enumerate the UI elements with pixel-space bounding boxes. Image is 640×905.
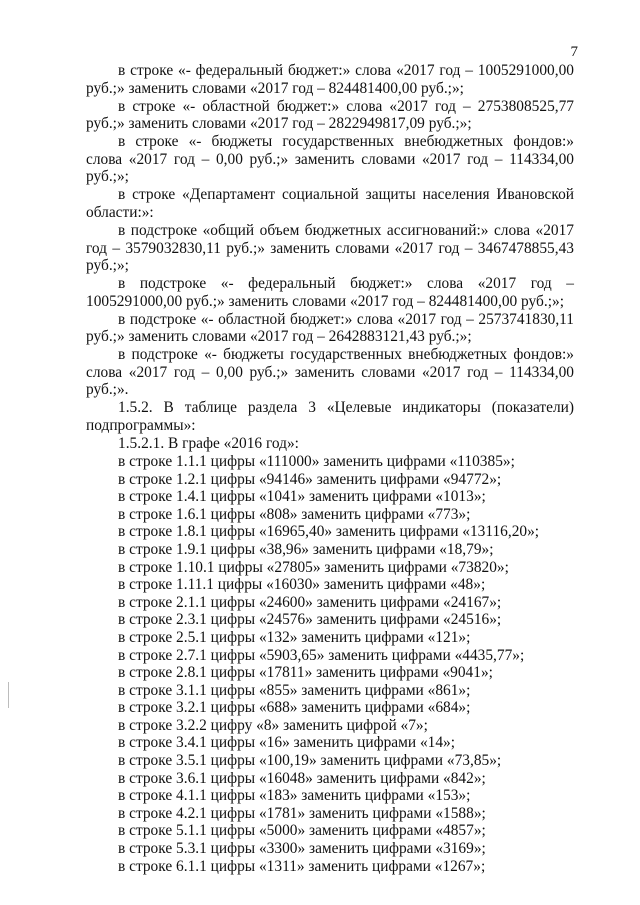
list-item: в строке 3.2.1 цифры «688» заменить цифрами «684»; (118, 699, 471, 717)
list-item: в строке 2.7.1 цифры «5903,65» заменить цифрами «4435,77»; (118, 646, 525, 664)
page-number: 7 (570, 44, 578, 60)
paragraph: в строке «- федеральный бюджет:» слова «2017 год – 1005291000,00 руб.;» заменить словами «2017 год – 824481400,00 руб.;»; (86, 62, 574, 97)
list-item: в строке 2.1.1 цифры «24600» заменить цифрами «24167»; (118, 593, 502, 611)
document-body (86, 62, 574, 875)
list-item: в строке 1.1.1 цифры «111000» заменить цифрами «110385»; (118, 452, 515, 470)
list-item: в строке 5.3.1 цифры «3300» заменить цифрами «3169»; (118, 840, 486, 858)
list-item: в строке 4.2.1 цифры «1781» заменить цифрами «1588»; (118, 804, 486, 822)
paragraph: в подстроке «- бюджеты государственных внебюджетных фондов:» слова «2017 год – 0,00 руб.;» заменить словами «2017 год – 114334,00 руб.;». (86, 346, 574, 399)
list-item: в строке 2.5.1 цифры «132» заменить цифрами «121»; (118, 628, 471, 646)
list-item: в строке 2.8.1 цифры «17811» заменить цифрами «9041»; (118, 664, 493, 682)
list-item: в строке 3.6.1 цифры «16048» заменить цифрами «842»; (118, 769, 486, 787)
paragraph: в строке «Департамент социальной защиты населения Ивановской области:»: (86, 186, 574, 221)
paragraph: в строке «- бюджеты государственных внебюджетных фондов:» слова «2017 год – 0,00 руб.;» заменить словами «2017 год – 114334,00 руб.;»; (86, 133, 574, 186)
list-item: в строке 3.4.1 цифры «16» заменить цифрами «14»; (118, 734, 456, 752)
paragraph: в строке «- областной бюджет:» слова «2017 год – 2753808525,77 руб.;» заменить словами «2017 год – 2822949817,09 руб.;»; (86, 97, 574, 133)
list-item: в строке 1.6.1 цифры «808» заменить цифрами «773»; (118, 505, 471, 523)
paragraph: в подстроке «- федеральный бюджет:» слова «2017 год – 1005291000,00 руб.;» заменить словами «2017 год – 824481400,00 руб.;»; (86, 275, 574, 310)
list-item: в строке 3.5.1 цифры «100,19» заменить цифрами «73,85»; (118, 752, 502, 770)
paragraph: 1.5.2.1. В графе «2016 год»: (118, 434, 299, 452)
list-item: в строке 1.11.1 цифры «16030» заменить цифрами «48»; (118, 576, 486, 594)
amendment-list (86, 453, 574, 875)
list-item: в строке 6.1.1 цифры «1311» заменить цифрами «1267»; (118, 857, 486, 875)
list-item: в строке 4.1.1 цифры «183» заменить цифрами «153»; (118, 787, 471, 805)
list-item: в строке 1.4.1 цифры «1041» заменить цифрами «1013»; (118, 488, 486, 506)
list-item: в строке 1.9.1 цифры «38,96» заменить цифрами «18,79»; (118, 540, 494, 558)
list-item: в строке 1.8.1 цифры «16965,40» заменить цифрами «13116,20»; (118, 523, 540, 541)
paragraph: в подстроке «- областной бюджет:» слова «2017 год – 2573741830,11 руб.;» заменить словами «2017 год – 2642883121,43 руб.;»; (86, 310, 574, 346)
list-item: в строке 1.2.1 цифры «94146» заменить цифрами «94772»; (118, 470, 502, 488)
list-item: в строке 3.2.2 цифру «8» заменить цифрой «7»; (118, 716, 428, 734)
paragraphs (86, 62, 574, 453)
paragraph: в подстроке «общий объем бюджетных ассигнований:» слова «2017 год – 3579032830,11 руб.;» заменить словами «2017 год – 3467478855,43 руб.;»; (86, 221, 574, 275)
list-item: в строке 1.10.1 цифры «27805» заменить цифрами «73820»; (118, 558, 509, 576)
list-item: в строке 5.1.1 цифры «5000» заменить цифрами «4857»; (118, 822, 486, 840)
paragraph: 1.5.2. В таблице раздела 3 «Целевые индикаторы (показатели) подпрограммы»: (86, 399, 574, 434)
scan-margin-mark (8, 682, 9, 708)
list-item: в строке 3.1.1 цифры «855» заменить цифрами «861»; (118, 681, 471, 699)
list-item: в строке 2.3.1 цифры «24576» заменить цифрами «24516»; (118, 611, 502, 629)
